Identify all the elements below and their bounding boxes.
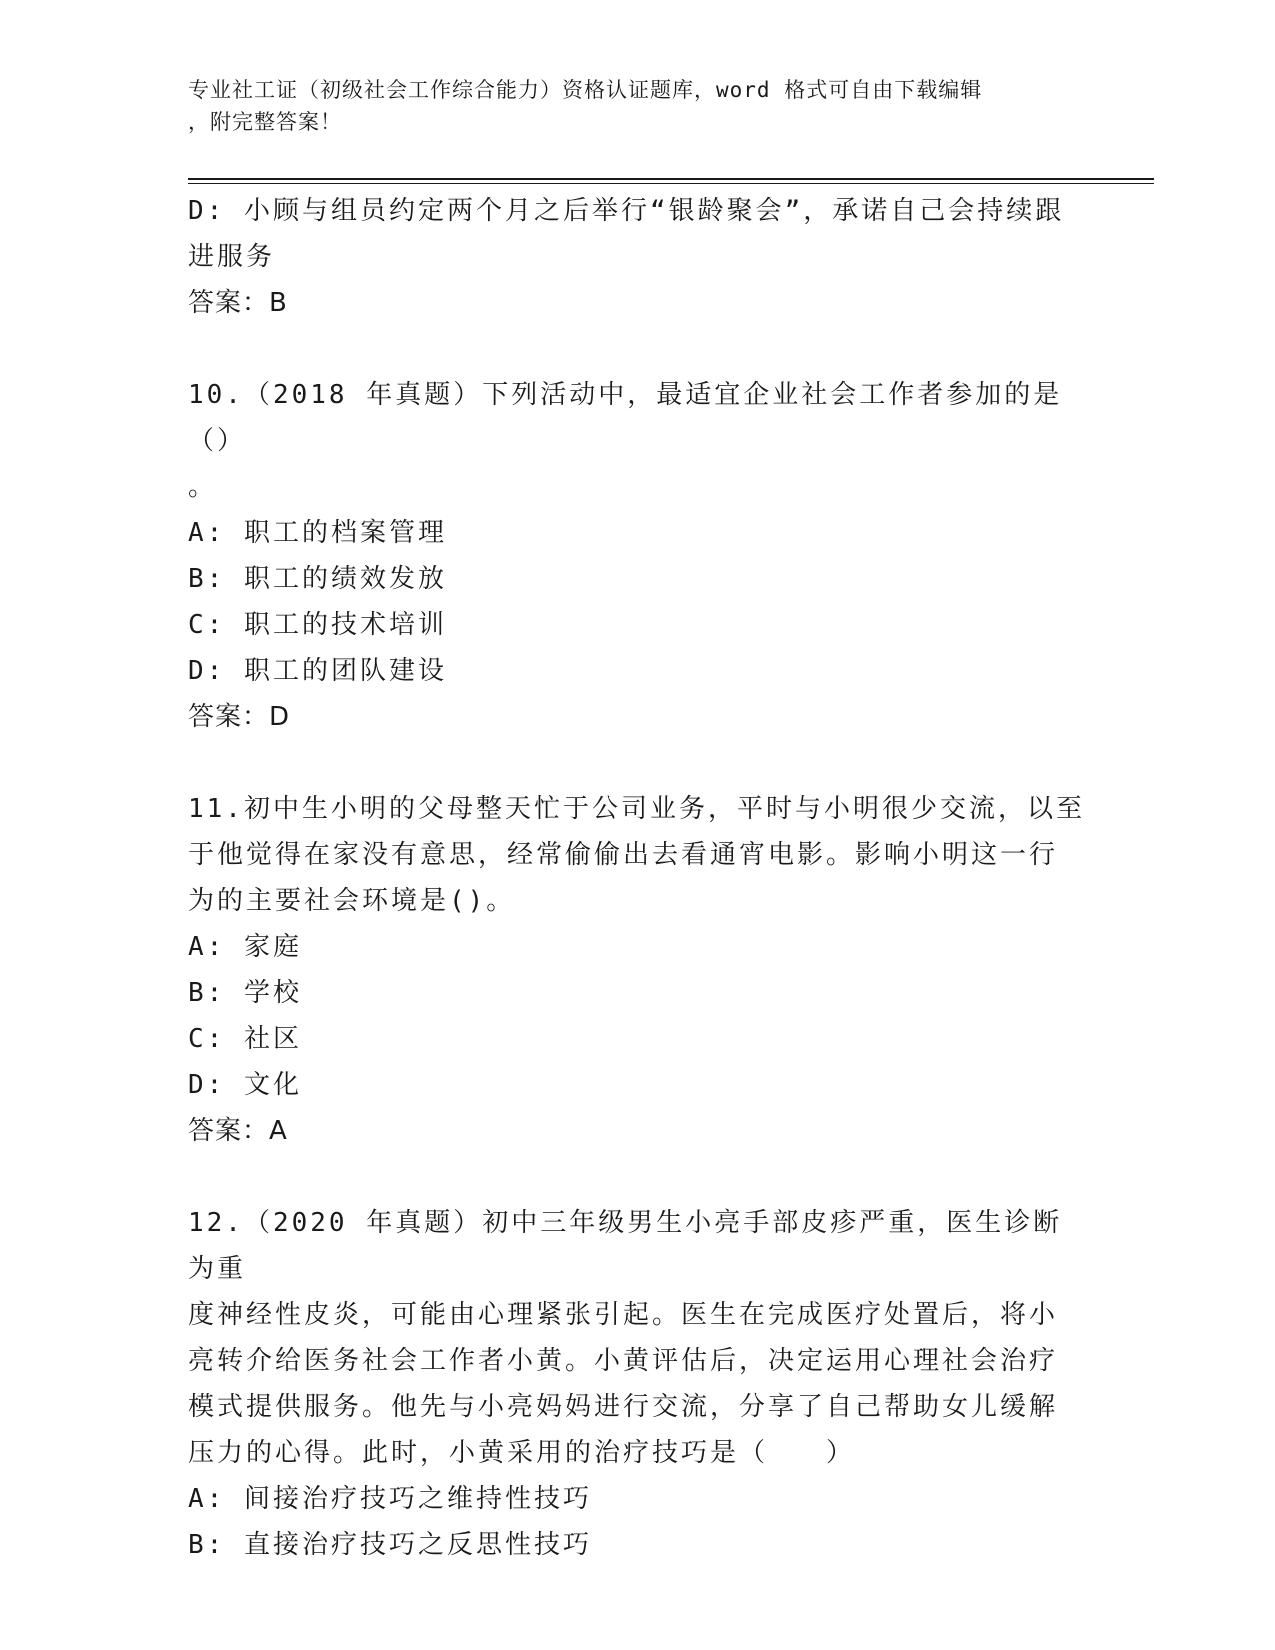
spacer [188, 740, 1088, 786]
q12-option-a: A: 间接治疗技巧之维持性技巧 [188, 1484, 592, 1514]
question-11 [188, 786, 1088, 1154]
q10-option-a: A: 职工的档案管理 [188, 518, 447, 548]
q10-option-d: D: 职工的团队建设 [188, 656, 447, 686]
q11-option-b: B: 学校 [188, 978, 302, 1008]
q10-stem-line-2: 。 [188, 472, 218, 502]
header-divider-thin [188, 183, 1154, 184]
header-line-2: ，附完整答案！ [188, 110, 342, 134]
question-10 [188, 372, 1088, 740]
q11-stem-line-1: 11.初中生小明的父母整天忙于公司业务，平时与小明很少交流，以至 [188, 794, 1085, 824]
q9-answer: 答案：B [188, 288, 288, 318]
q11-option-d: D: 文化 [188, 1070, 302, 1100]
document-body [188, 188, 1088, 1568]
q12-stem-line-4: 模式提供服务。他先与小亮妈妈进行交流，分享了自己帮助女儿缓解 [188, 1392, 1059, 1422]
spacer [188, 326, 1088, 372]
q11-answer: 答案：A [188, 1116, 288, 1146]
q10-answer: 答案：D [188, 702, 291, 732]
q9-option-d-line-1: D: 小顾与组员约定两个月之后举行“银龄聚会”，承诺自己会持续跟 [188, 196, 1065, 226]
spacer [188, 1154, 1088, 1200]
header-divider-thick [188, 178, 1154, 180]
q10-stem-line-1: 10.（2018 年真题）下列活动中，最适宜企业社会工作者参加的是（） [188, 380, 1063, 456]
q12-stem-line-5: 压力的心得。此时，小黄采用的治疗技巧是（ ） [188, 1438, 856, 1468]
q12-option-b: B: 直接治疗技巧之反思性技巧 [188, 1530, 592, 1560]
question-12 [188, 1200, 1088, 1568]
q11-stem-line-2: 于他觉得在家没有意思，经常偷偷出去看通宵电影。影响小明这一行 [188, 840, 1059, 870]
header-line-1: 专业社工证（初级社会工作综合能力）资格认证题库，word 格式可自由下载编辑 [188, 78, 983, 102]
q10-option-b: B: 职工的绩效发放 [188, 564, 447, 594]
document-header [188, 74, 1068, 138]
question-9-tail [188, 188, 1088, 326]
q11-stem-line-3: 为的主要社会环境是()。 [188, 886, 516, 916]
q11-option-a: A: 家庭 [188, 932, 302, 962]
q12-stem-line-1: 12.（2020 年真题）初中三年级男生小亮手部皮疹严重，医生诊断为重 [188, 1208, 1063, 1284]
q9-option-d-line-2: 进服务 [188, 242, 276, 272]
q12-stem-line-3: 亮转介给医务社会工作者小黄。小黄评估后，决定运用心理社会治疗 [188, 1346, 1059, 1376]
q11-option-c: C: 社区 [188, 1024, 302, 1054]
q10-option-c: C: 职工的技术培训 [188, 610, 447, 640]
q12-stem-line-2: 度神经性皮炎，可能由心理紧张引起。医生在完成医疗处置后，将小 [188, 1300, 1059, 1330]
